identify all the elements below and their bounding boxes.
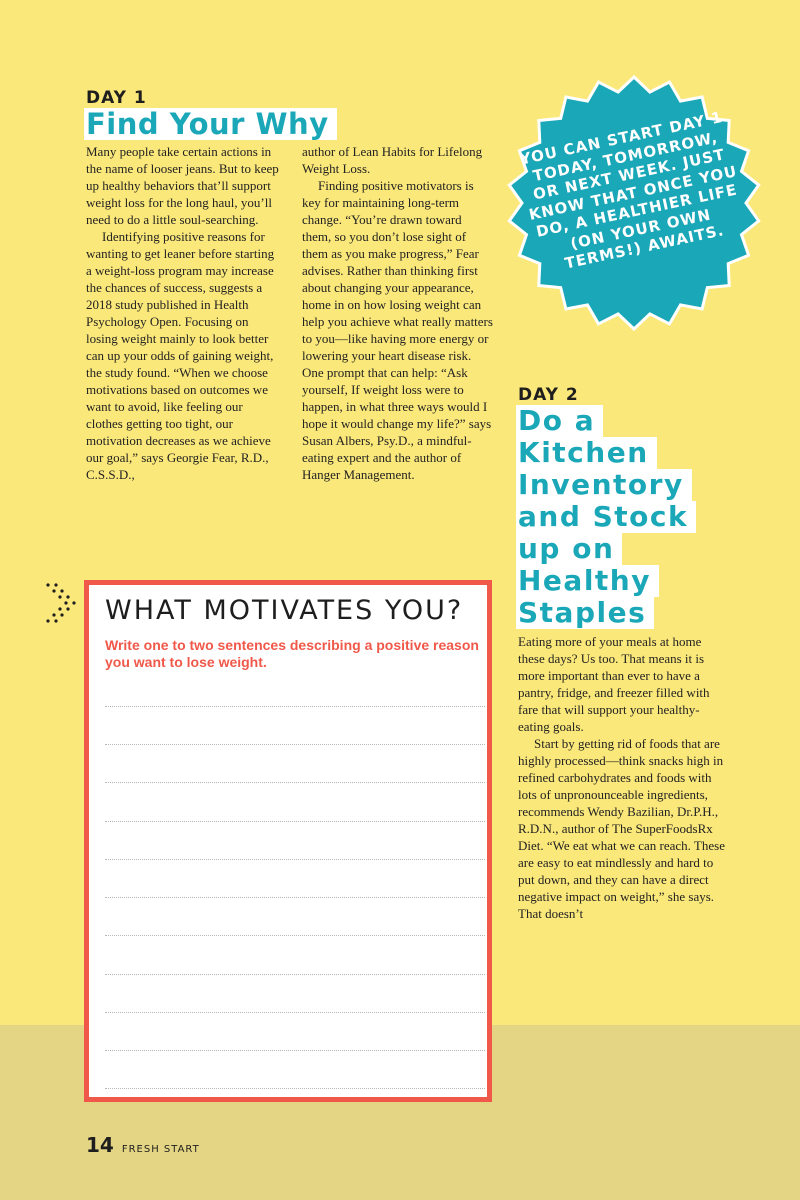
day2-para-1: Eating more of your meals at home these days? Us too. That means it is more important than ever to have a pantry, fridge, and freezer filled with fare that will support your healthy-eating goals.: [518, 634, 710, 734]
day2-para-2: Start by getting rid of foods that are highly processed—think snacks high in refined carbohydrates and foods with lots of unpronounceable ingredients, recommends Wendy Bazilian, Dr.P.H., R.D.N., author of The SuperFoodsRx Diet. “We eat what we can reach. These are easy to eat mindlessly and hard to put down, and they can have a direct negative impact on weight,” she says. That doesn’t: [518, 736, 725, 921]
page-number: 14: [86, 1133, 114, 1157]
worksheet-title: WHAT MOTIVATES YOU?: [105, 595, 464, 626]
day2-title-line: Staples: [516, 597, 654, 629]
day2-label: DAY 2: [518, 385, 579, 405]
day1-col1-para-1: Many people take certain actions in the name of looser jeans. But to keep up healthy behaviors that’ll support weight loss for the long haul, you’ll need to do a little soul-searching.: [86, 144, 279, 227]
badge-text: YOU CAN START DAY 1 TODAY, TOMORROW, OR NEXT WEEK. JUST KNOW THAT ONCE YOU DO, A HEALTHIER LIFE (ON YOUR OWN TERMS!) AWAITS.: [518, 107, 739, 273]
day2-title-line: Inventory: [516, 469, 692, 501]
page-footer: [86, 1133, 200, 1157]
writing-line[interactable]: [105, 859, 485, 860]
writing-line[interactable]: [105, 744, 485, 745]
day2-title-line: Do a: [516, 405, 603, 437]
writing-line[interactable]: [105, 1050, 485, 1051]
writing-line[interactable]: [105, 706, 485, 707]
day1-label: DAY 1: [86, 88, 147, 108]
worksheet-prompt: Write one to two sentences describing a positive reason you want to lose weight.: [105, 637, 479, 670]
writing-line[interactable]: [105, 935, 485, 936]
writing-line[interactable]: [105, 974, 485, 975]
worksheet-box: [84, 580, 492, 1102]
day1-title: [84, 108, 337, 140]
day1-column-1: [86, 143, 282, 483]
writing-line[interactable]: [105, 897, 485, 898]
day1-title-text: Find Your Why: [84, 108, 337, 140]
day2-title: [516, 405, 786, 629]
writing-line[interactable]: [105, 821, 485, 822]
day1-col1-para-2: Identifying positive reasons for wanting to get leaner before starting a weight-loss program may increase the chances of success, suggests a 2018 study published in Health Psychology Open. Focusing on losing weight mainly to look better can up your odds of gaining weight, the study found. “When we choose motivations based on outcomes we want to avoid, like feeling our clothes getting too tight, our motivation decreases as we achieve our goal,” says Georgie Fear, R.D., C.S.S.D.,: [86, 229, 275, 482]
day2-title-line: and Stock: [516, 501, 696, 533]
day1-column-2: [302, 143, 494, 483]
day2-title-line: Healthy: [516, 565, 659, 597]
day2-title-line: Kitchen: [516, 437, 657, 469]
writing-line[interactable]: [105, 1088, 485, 1089]
dotted-chevron-icon: [44, 582, 80, 624]
day2-title-line: up on: [516, 533, 622, 565]
writing-line[interactable]: [105, 782, 485, 783]
day1-col2-para-1: author of Lean Habits for Lifelong Weight Loss.: [302, 144, 483, 176]
day1-col2-para-2: Finding positive motivators is key for maintaining long-term change. “You’re drawn toward them, so you don’t lose sight of them as you make progress,” Fear advises. Rather than thinking first about changing your appearance, home in on how losing weight can help you achieve what really matters to you—like having more energy or lowering your heart disease risk. One prompt that can help: “Ask yourself, If weight loss were to happen, in what three ways would I hope it would change my life?” says Susan Albers, Psy.D., a mindful-eating expert and the author of Hanger Management.: [302, 178, 493, 482]
day2-column: [518, 633, 728, 922]
writing-line[interactable]: [105, 1012, 485, 1013]
section-name: FRESH START: [121, 1144, 200, 1155]
